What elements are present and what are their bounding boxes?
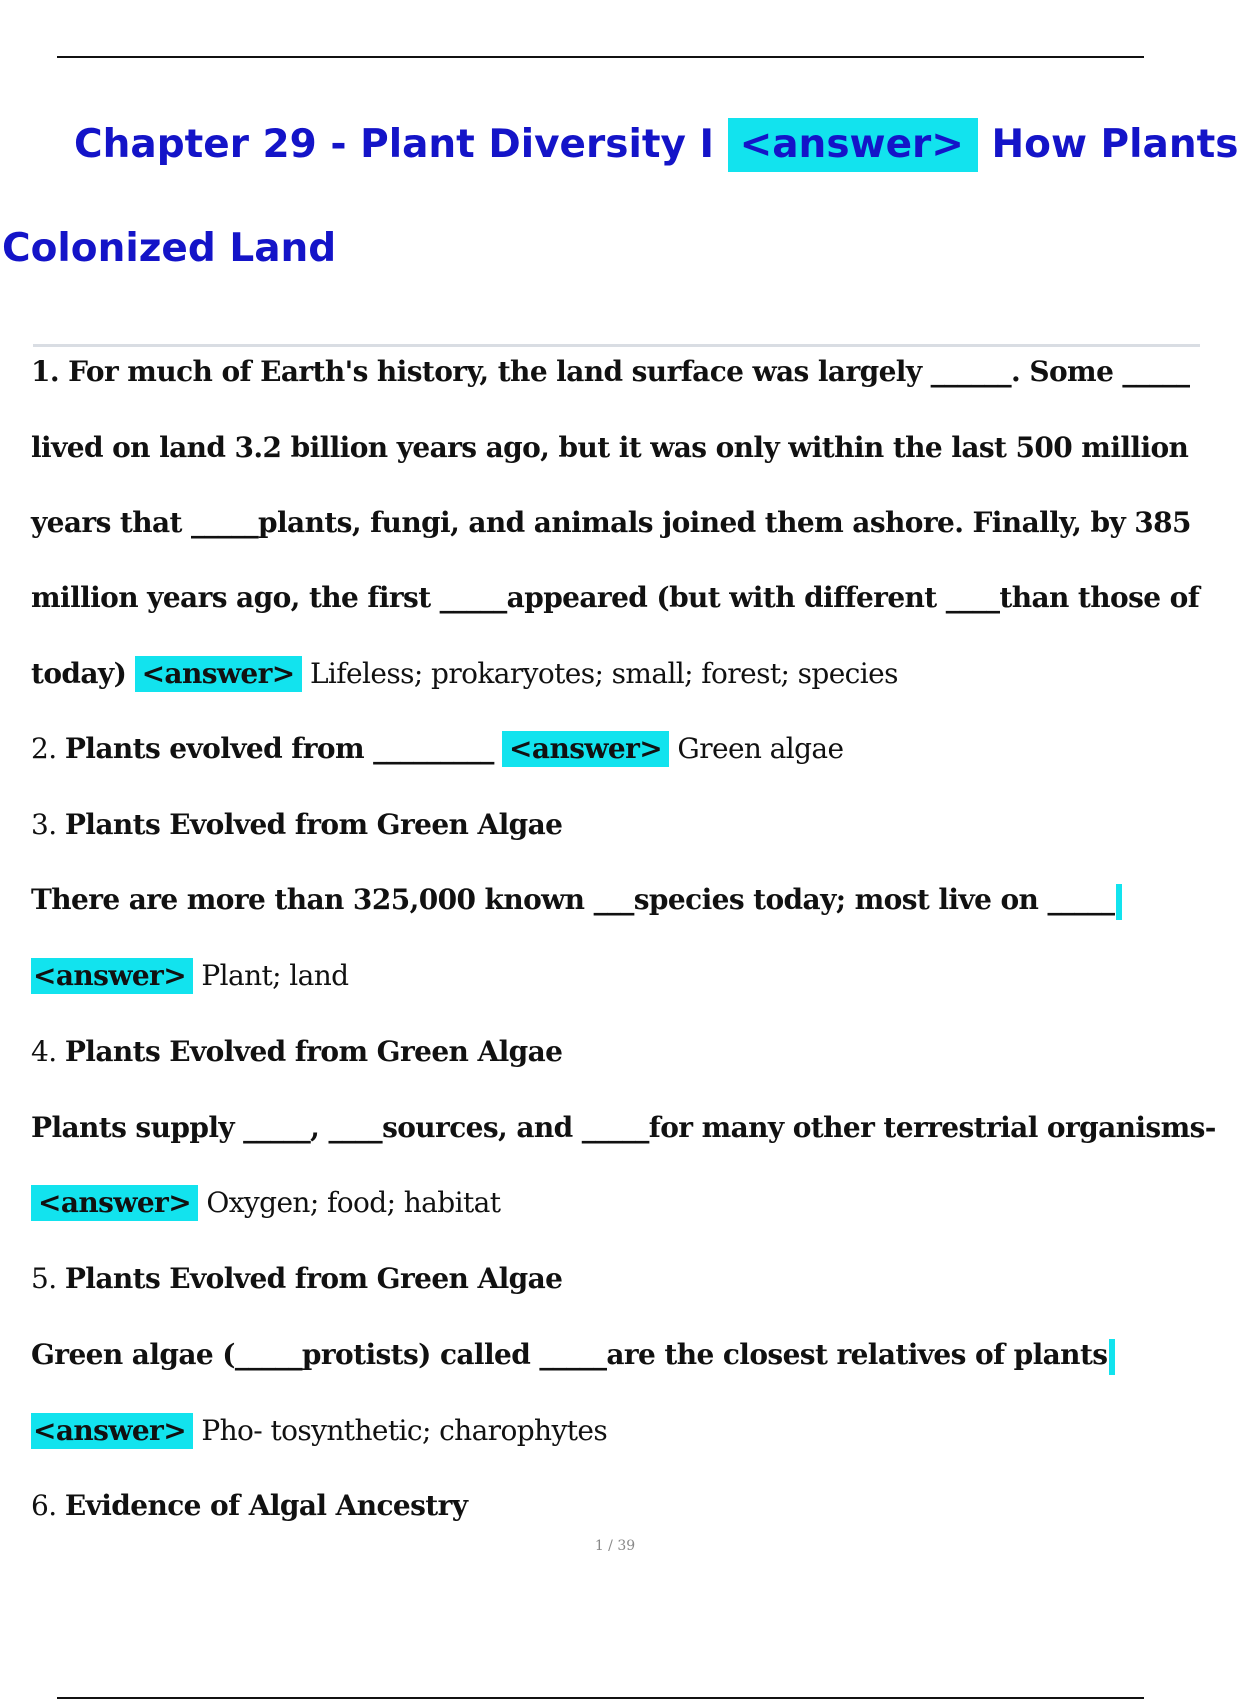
q3-text: There are more than 325,000 known ___species today; most live on _____ (31, 883, 1115, 916)
section-divider (33, 344, 1200, 347)
title-answer-tag: <answer> (728, 118, 978, 172)
q5-answer: Pho- tosynthetic; charophytes (201, 1414, 608, 1447)
q5-answer-line (31, 1411, 607, 1451)
q3-number: 3. (31, 808, 57, 841)
answer-tag: <answer> (135, 656, 302, 692)
q1-line5: today) (31, 657, 127, 690)
answer-tag: <answer> (31, 1413, 193, 1449)
q6-heading-line (31, 1486, 467, 1526)
bottom-rule (57, 1697, 1144, 1699)
q1-line4: million years ago, the first _____appeared (but with different ____than those of (31, 581, 1200, 614)
page-number: 1 / 39 (594, 1538, 636, 1554)
q5-heading-line (31, 1259, 562, 1299)
text-cursor (1109, 1339, 1115, 1375)
q1-line3: years that _____plants, fungi, and animals joined them ashore. Finally, by 385 (31, 506, 1191, 539)
q4-text: Plants supply _____, ____sources, and _____for many other terrestrial organisms- (31, 1111, 1216, 1144)
q1-line1: 1. For much of Earth's history, the land surface was largely ______. Some _____ (31, 355, 1190, 388)
q3-heading-line (31, 805, 562, 845)
q1-line2: lived on land 3.2 billion years ago, but it was only within the last 500 million (31, 431, 1189, 464)
answer-tag: <answer> (502, 731, 669, 767)
q3-text-line (31, 880, 1122, 920)
q5-text: Green algae (_____protists) called _____are the closest relatives of plants (31, 1338, 1108, 1371)
q2-number: 2. (31, 732, 57, 765)
q1-answer: Lifeless; prokaryotes; small; forest; species (309, 657, 898, 690)
q2-answer: Green algae (677, 732, 844, 765)
answer-tag: <answer> (31, 1185, 198, 1221)
q4-answer: Oxygen; food; habitat (206, 1186, 501, 1219)
q4-answer-line (31, 1183, 500, 1223)
text-cursor (1116, 884, 1122, 920)
title-text: Chapter 29 - Plant Diversity I (74, 122, 714, 167)
q2-line (31, 729, 843, 769)
top-rule (57, 56, 1144, 58)
q4-number: 4. (31, 1035, 57, 1068)
q2-text: Plants evolved from _________ (64, 732, 494, 765)
q1-answer-line (31, 654, 898, 694)
q6-number: 6. (31, 1489, 57, 1522)
q3-heading: Plants Evolved from Green Algae (64, 808, 563, 841)
q3-answer: Plant; land (201, 959, 349, 992)
q5-text-line (31, 1335, 1115, 1375)
title-text-continued: How Plants (991, 122, 1238, 167)
page-title-line1 (74, 118, 1238, 172)
q5-number: 5. (31, 1262, 57, 1295)
q5-heading: Plants Evolved from Green Algae (64, 1262, 563, 1295)
q4-heading-line (31, 1032, 562, 1072)
page-title-line2: Colonized Land (2, 226, 337, 271)
q4-heading: Plants Evolved from Green Algae (64, 1035, 563, 1068)
q6-heading: Evidence of Algal Ancestry (64, 1489, 468, 1522)
answer-tag: <answer> (31, 958, 193, 994)
q3-answer-line (31, 956, 349, 996)
